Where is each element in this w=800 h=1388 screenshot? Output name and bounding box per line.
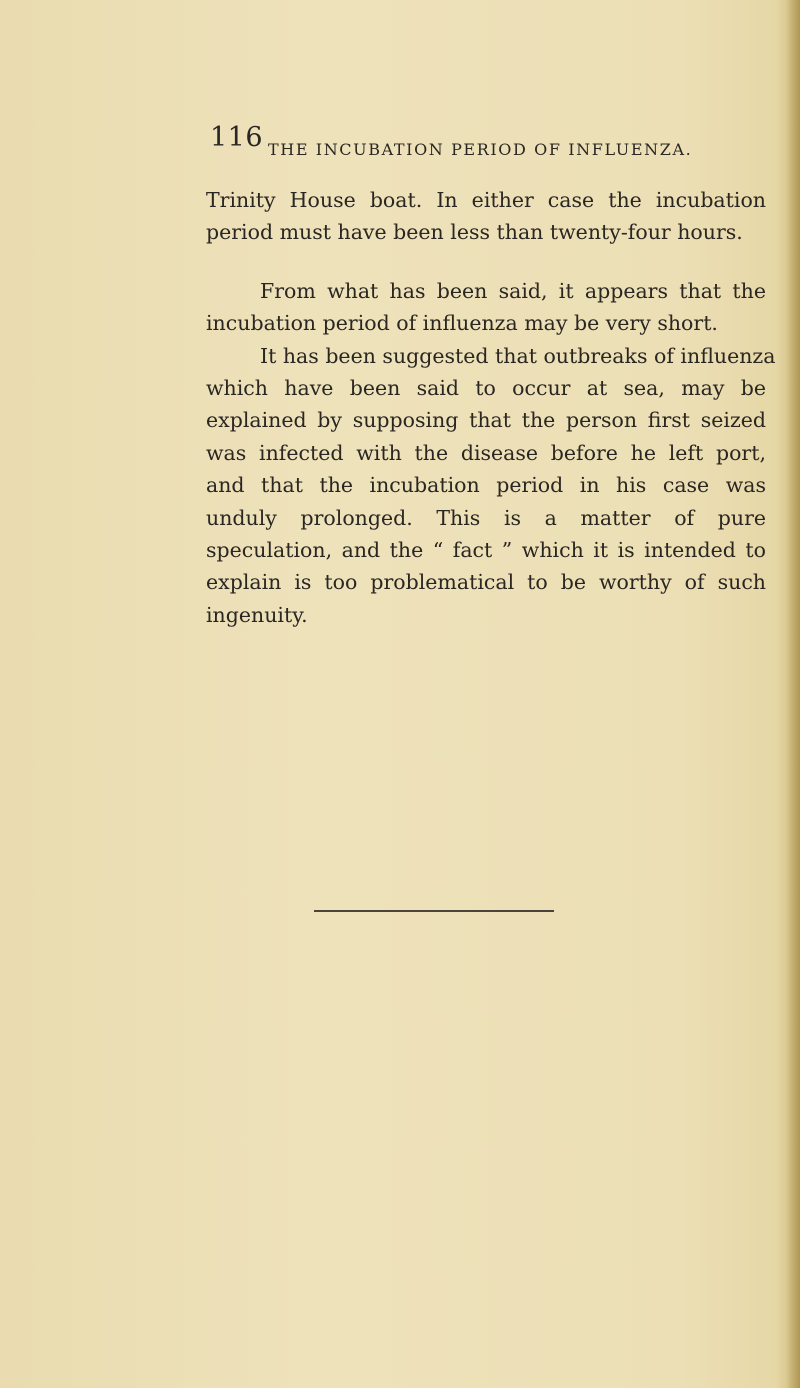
text-line: Trinity House boat. In either case the incubation bbox=[206, 188, 766, 212]
text-line: explained by supposing that the person first seized bbox=[206, 408, 766, 433]
section-end-rule bbox=[314, 910, 554, 912]
text-line: period must have been less than twenty-four hours. bbox=[206, 220, 743, 245]
page-edge-shadow bbox=[786, 0, 800, 1388]
text-line: It has been suggested that outbreaks of influenza bbox=[260, 343, 776, 368]
page-number: 116 bbox=[210, 122, 264, 153]
body-text bbox=[206, 184, 776, 631]
text-line: From what has been said, it appears that the bbox=[260, 278, 766, 303]
paragraph-2 bbox=[206, 275, 766, 340]
text-line: and that the incubation period in his case was bbox=[206, 473, 766, 498]
text-line: was infected with the disease before he left port, bbox=[206, 440, 766, 465]
text-line: unduly prolonged. This is a matter of pure bbox=[206, 505, 766, 530]
text-line: incubation period of influenza may be very short. bbox=[206, 311, 718, 336]
page-header bbox=[210, 122, 710, 159]
paragraph-1 bbox=[206, 184, 766, 249]
running-head: THE INCUBATION PERIOD OF INFLUENZA. bbox=[268, 140, 693, 159]
text-line: ingenuity. bbox=[206, 602, 308, 627]
text-line: speculation, and the “ fact ” which it is intended to bbox=[206, 538, 766, 563]
paragraph-gap bbox=[206, 249, 766, 275]
text-line: which have been said to occur at sea, may be bbox=[206, 376, 766, 401]
paragraph-3 bbox=[206, 340, 776, 632]
text-line: explain is too problematical to be worthy of such bbox=[206, 570, 766, 595]
